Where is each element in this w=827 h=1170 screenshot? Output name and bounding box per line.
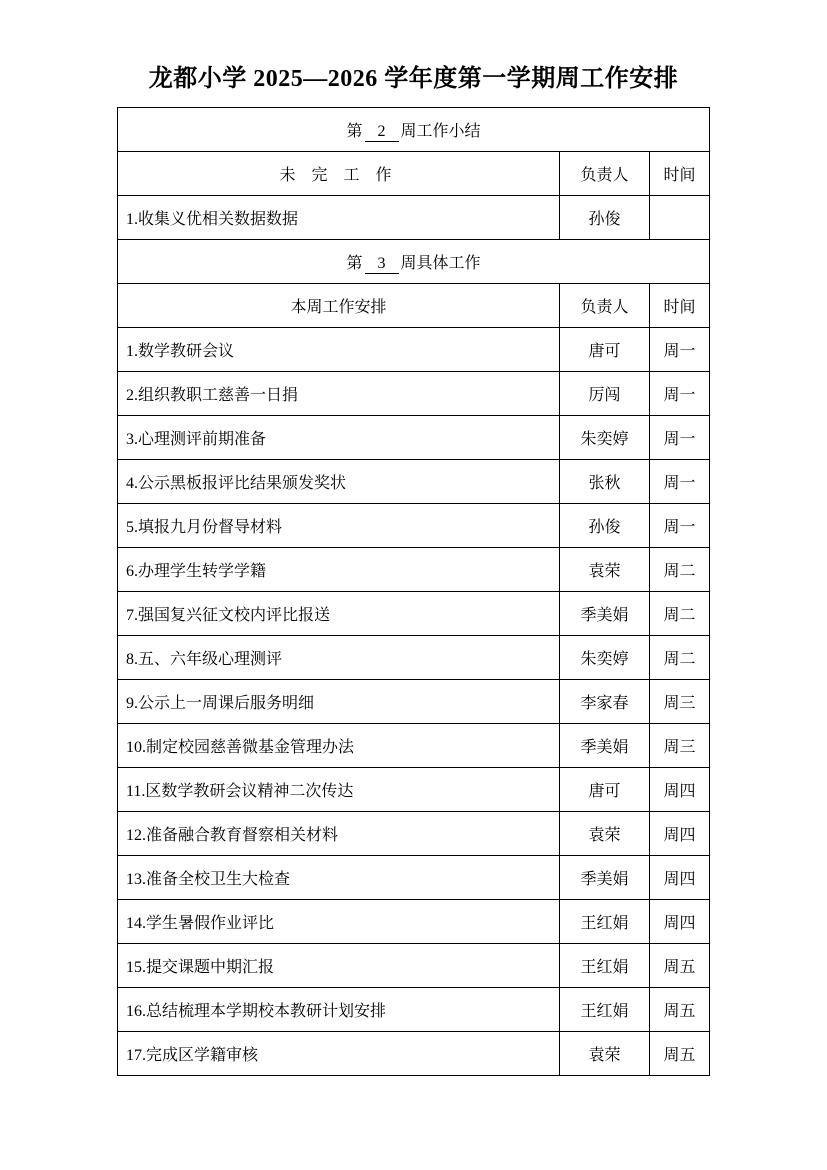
- detail-row-task: 16.总结梳理本学期校本教研计划安排: [118, 988, 560, 1032]
- detail-row-task: 7.强国复兴征文校内评比报送: [118, 592, 560, 636]
- summary-row-time: [650, 196, 710, 240]
- detail-row-time: 周五: [650, 944, 710, 988]
- summary-prefix: 第: [346, 122, 363, 140]
- detail-section-header-row: [118, 240, 710, 284]
- table-row: [118, 548, 710, 592]
- detail-row-time: 周四: [650, 900, 710, 944]
- detail-row-task: 15.提交课题中期汇报: [118, 944, 560, 988]
- table-row: [118, 944, 710, 988]
- detail-row-person: 袁荣: [560, 548, 650, 592]
- detail-row-task: 14.学生暑假作业评比: [118, 900, 560, 944]
- table-row: [118, 372, 710, 416]
- detail-row-time: 周二: [650, 548, 710, 592]
- page-title: 龙都小学 2025—2026 学年度第一学期周工作安排: [148, 66, 679, 92]
- summary-suffix: 周工作小结: [400, 122, 481, 140]
- detail-row-task: 8.五、六年级心理测评: [118, 636, 560, 680]
- detail-row-person: 唐可: [560, 768, 650, 812]
- detail-row-time: 周一: [650, 504, 710, 548]
- detail-row-person: 季美娟: [560, 724, 650, 768]
- detail-row-time: 周五: [650, 1032, 710, 1076]
- detail-row-person: 李家春: [560, 680, 650, 724]
- table-row: [118, 460, 710, 504]
- summary-row-person: 孙俊: [560, 196, 650, 240]
- summary-header-row: [118, 152, 710, 196]
- summary-section-label: [118, 108, 710, 152]
- summary-header-person: 负责人: [560, 152, 650, 196]
- detail-row-person: 朱奕婷: [560, 636, 650, 680]
- detail-row-task: 9.公示上一周课后服务明细: [118, 680, 560, 724]
- detail-row-time: 周二: [650, 592, 710, 636]
- table-row: [118, 768, 710, 812]
- table-row: [118, 988, 710, 1032]
- table-row: [118, 900, 710, 944]
- detail-row-time: 周三: [650, 680, 710, 724]
- detail-header-time: 时间: [650, 284, 710, 328]
- detail-row-person: 王红娟: [560, 944, 650, 988]
- detail-row-time: 周四: [650, 812, 710, 856]
- summary-week-number: 2: [365, 123, 399, 142]
- summary-section-header-row: [118, 108, 710, 152]
- detail-row-task: 3.心理测评前期准备: [118, 416, 560, 460]
- detail-row-time: 周三: [650, 724, 710, 768]
- detail-row-time: 周四: [650, 768, 710, 812]
- detail-row-time: 周二: [650, 636, 710, 680]
- table-row: [118, 1032, 710, 1076]
- detail-row-task: 4.公示黑板报评比结果颁发奖状: [118, 460, 560, 504]
- detail-header-person: 负责人: [560, 284, 650, 328]
- detail-row-person: 张秋: [560, 460, 650, 504]
- summary-row-task: 1.收集义优相关数据数据: [118, 196, 560, 240]
- detail-row-person: 朱奕婷: [560, 416, 650, 460]
- table-row: [118, 856, 710, 900]
- detail-row-time: 周一: [650, 416, 710, 460]
- detail-week-number: 3: [365, 255, 399, 274]
- table-body: [118, 108, 710, 1076]
- table-row: [118, 416, 710, 460]
- detail-row-time: 周四: [650, 856, 710, 900]
- table-row: [118, 592, 710, 636]
- detail-row-time: 周一: [650, 460, 710, 504]
- summary-header-time: 时间: [650, 152, 710, 196]
- table-row: [118, 196, 710, 240]
- detail-row-task: 2.组织教职工慈善一日捐: [118, 372, 560, 416]
- detail-row-person: 袁荣: [560, 1032, 650, 1076]
- table-row: [118, 328, 710, 372]
- table-row: [118, 504, 710, 548]
- detail-row-task: 1.数学教研会议: [118, 328, 560, 372]
- detail-row-task: 10.制定校园慈善微基金管理办法: [118, 724, 560, 768]
- detail-row-task: 13.准备全校卫生大检查: [118, 856, 560, 900]
- detail-row-task: 6.办理学生转学学籍: [118, 548, 560, 592]
- detail-row-person: 孙俊: [560, 504, 650, 548]
- detail-row-person: 王红娟: [560, 988, 650, 1032]
- detail-suffix: 周具体工作: [400, 254, 481, 272]
- detail-row-task: 11.区数学教研会议精神二次传达: [118, 768, 560, 812]
- detail-prefix: 第: [346, 254, 363, 272]
- detail-header-task: 本周工作安排: [118, 284, 560, 328]
- detail-row-person: 季美娟: [560, 856, 650, 900]
- weekly-work-table: [117, 107, 710, 1076]
- detail-row-task: 5.填报九月份督导材料: [118, 504, 560, 548]
- detail-row-time: 周五: [650, 988, 710, 1032]
- detail-row-task: 12.准备融合教育督察相关材料: [118, 812, 560, 856]
- detail-row-person: 王红娟: [560, 900, 650, 944]
- table-row: [118, 680, 710, 724]
- table-row: [118, 724, 710, 768]
- detail-row-person: 袁荣: [560, 812, 650, 856]
- detail-section-label: [118, 240, 710, 284]
- detail-row-time: 周一: [650, 372, 710, 416]
- detail-row-time: 周一: [650, 328, 710, 372]
- detail-row-person: 厉闯: [560, 372, 650, 416]
- summary-header-task: 未 完 工 作: [118, 152, 560, 196]
- detail-header-row: [118, 284, 710, 328]
- detail-row-task: 17.完成区学籍审核: [118, 1032, 560, 1076]
- detail-row-person: 唐可: [560, 328, 650, 372]
- detail-row-person: 季美娟: [560, 592, 650, 636]
- table-row: [118, 812, 710, 856]
- table-row: [118, 636, 710, 680]
